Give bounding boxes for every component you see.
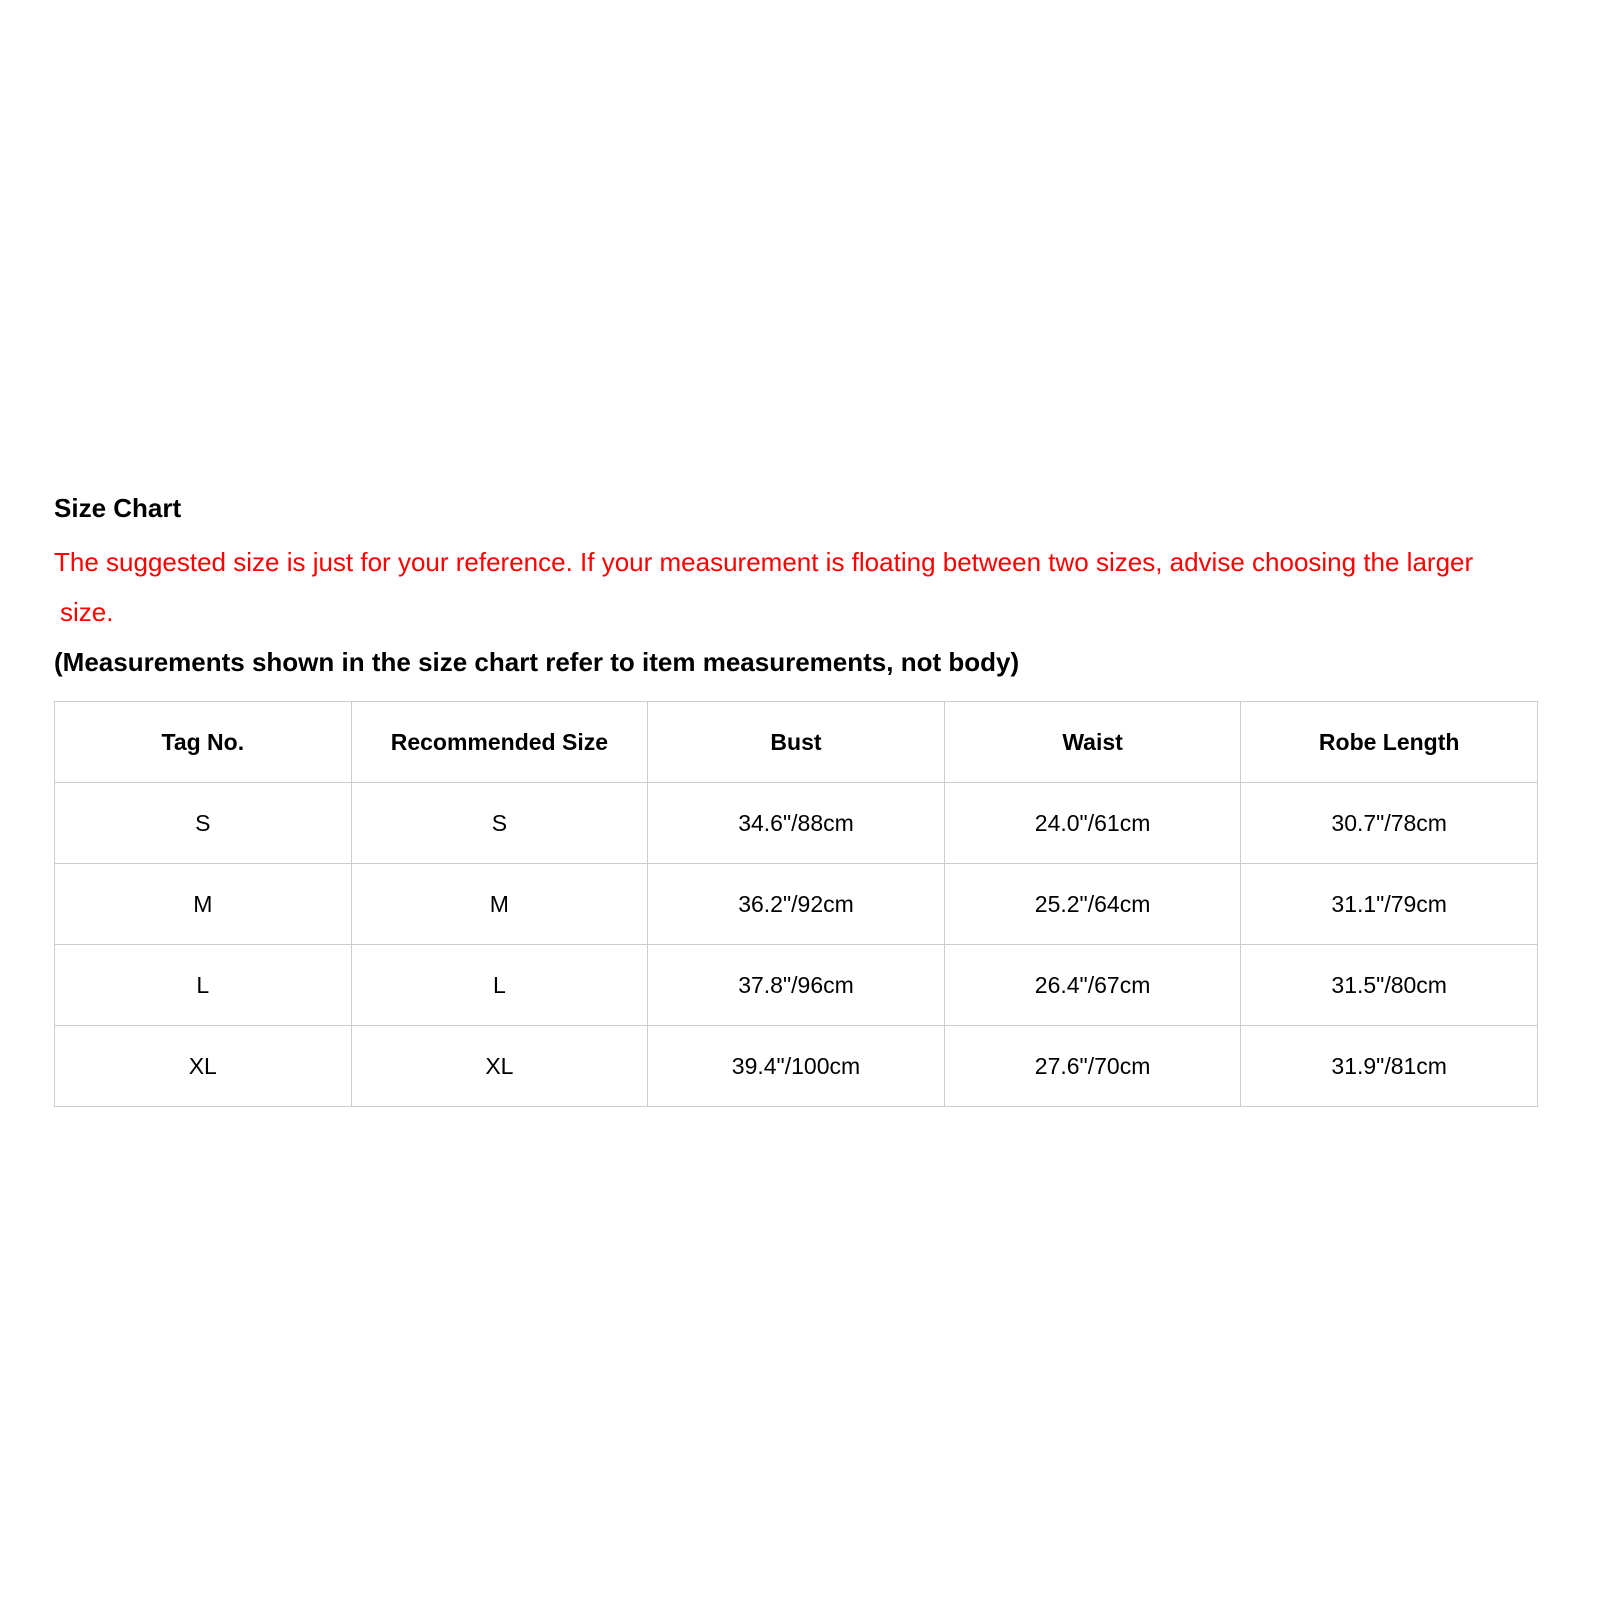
cell-waist: 24.0"/61cm bbox=[944, 783, 1241, 864]
cell-bust: 39.4"/100cm bbox=[648, 1026, 945, 1107]
column-header-waist: Waist bbox=[944, 702, 1241, 783]
table-row bbox=[55, 1026, 1538, 1107]
cell-recommended-size: XL bbox=[351, 1026, 648, 1107]
cell-robe-length: 31.5"/80cm bbox=[1241, 945, 1538, 1026]
size-advice-line-2: size. bbox=[60, 597, 114, 627]
cell-tag-no: XL bbox=[55, 1026, 352, 1107]
cell-recommended-size: S bbox=[351, 783, 648, 864]
size-chart-header bbox=[54, 493, 1554, 677]
cell-recommended-size: M bbox=[351, 864, 648, 945]
size-chart-title: Size Chart bbox=[54, 493, 182, 523]
column-header-recommended-size: Recommended Size bbox=[351, 702, 648, 783]
size-advice-note bbox=[54, 537, 1554, 637]
cell-bust: 34.6"/88cm bbox=[648, 783, 945, 864]
size-table bbox=[54, 701, 1538, 1107]
cell-waist: 27.6"/70cm bbox=[944, 1026, 1241, 1107]
column-header-robe-length: Robe Length bbox=[1241, 702, 1538, 783]
table-row bbox=[55, 783, 1538, 864]
cell-tag-no: L bbox=[55, 945, 352, 1026]
cell-waist: 25.2"/64cm bbox=[944, 864, 1241, 945]
cell-bust: 37.8"/96cm bbox=[648, 945, 945, 1026]
size-advice-line-1: The suggested size is just for your reference. If your measurement is floating between two sizes, advise choosing the larger bbox=[54, 547, 1474, 577]
cell-tag-no: S bbox=[55, 783, 352, 864]
table-row bbox=[55, 864, 1538, 945]
cell-robe-length: 31.9"/81cm bbox=[1241, 1026, 1538, 1107]
table-header-row bbox=[55, 702, 1538, 783]
cell-tag-no: M bbox=[55, 864, 352, 945]
cell-waist: 26.4"/67cm bbox=[944, 945, 1241, 1026]
table-row bbox=[55, 945, 1538, 1026]
column-header-bust: Bust bbox=[648, 702, 945, 783]
measurement-disclaimer: (Measurements shown in the size chart refer to item measurements, not body) bbox=[54, 647, 1020, 677]
column-header-tag-no: Tag No. bbox=[55, 702, 352, 783]
cell-recommended-size: L bbox=[351, 945, 648, 1026]
cell-bust: 36.2"/92cm bbox=[648, 864, 945, 945]
cell-robe-length: 30.7"/78cm bbox=[1241, 783, 1538, 864]
cell-robe-length: 31.1"/79cm bbox=[1241, 864, 1538, 945]
